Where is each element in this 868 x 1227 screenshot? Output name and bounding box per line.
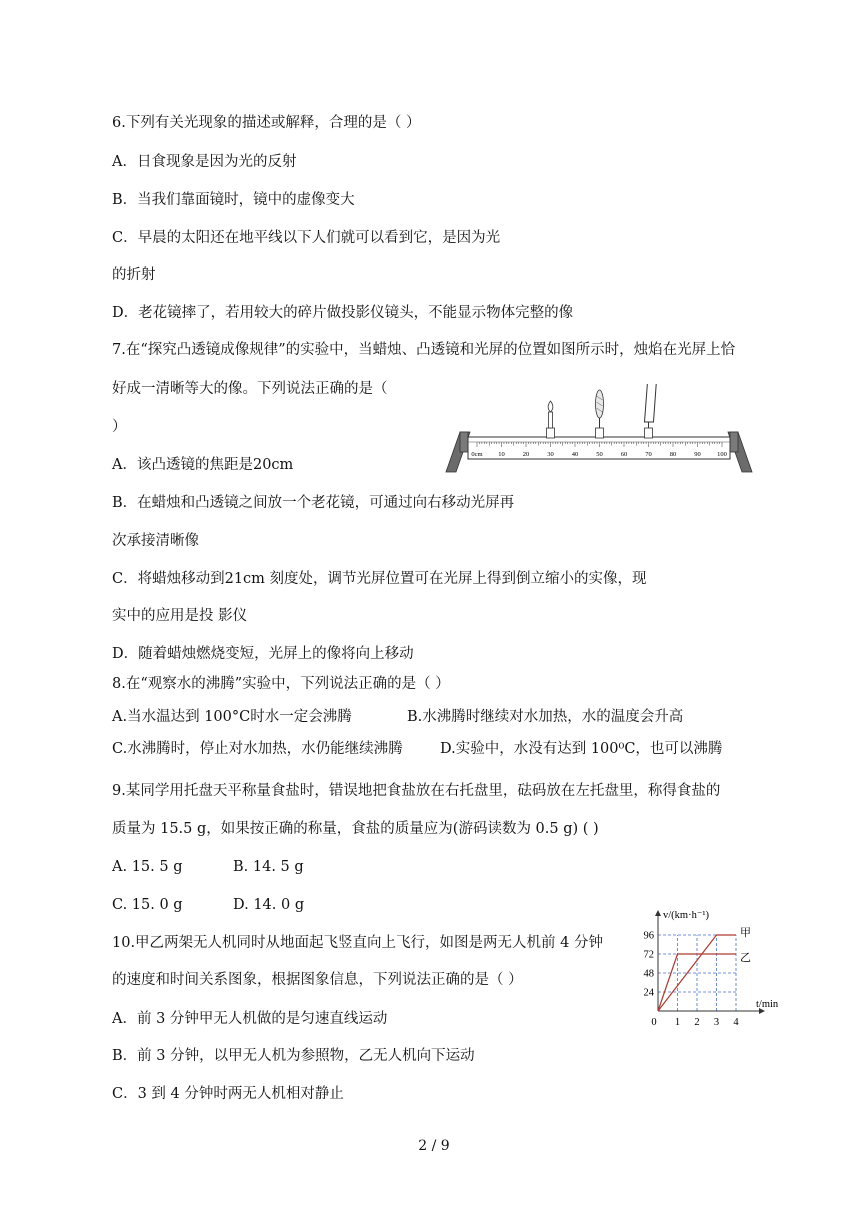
- ruler-label: 40: [571, 451, 579, 458]
- q6-option-c: C．早晨的太阳还在地平线以下人们就可以看到它，是因为光: [112, 230, 501, 246]
- y-tick-label: 96: [643, 930, 654, 942]
- x-axis-label: t/min: [756, 999, 779, 1010]
- series-line-yi: [658, 954, 736, 1011]
- convex-lens: [596, 390, 604, 438]
- q9-stem-cont: 质量为 15.5 g，如果按正确的称量，食盐的质量应为(游码读数为 0.5 g) ( ): [112, 821, 599, 837]
- x-tick-label: 2: [694, 1017, 700, 1028]
- q9-option-b: B. 14. 5 g: [233, 859, 304, 875]
- x-tick-label: 0: [651, 1017, 657, 1028]
- q10-option-b: B．前 3 分钟，以甲无人机为参照物，乙无人机向下运动: [112, 1048, 475, 1064]
- series-label: 乙: [740, 952, 751, 964]
- optical-bench-figure: [444, 384, 754, 476]
- q10-stem: 10.甲乙两架无人机同时从地面起飞竖直向上飞行，如图是两无人机前 4 分钟: [112, 935, 604, 951]
- q7-stem-cont: 好成一清晰等大的像。下列说法正确的是（: [112, 381, 388, 397]
- q7-option-d: D．随着蜡烛燃烧变短，光屏上的像将向上移动: [112, 646, 414, 662]
- candle-body: [549, 412, 553, 428]
- q6-option-b: B．当我们靠面镜时，镜中的虚像变大: [112, 192, 355, 208]
- q9-option-d: D. 14. 0 g: [233, 897, 305, 913]
- q10-option-c: C．3 到 4 分钟时两无人机相对静止: [112, 1086, 344, 1102]
- q8-option-d: D.实验中，水没有达到 100⁰C，也可以沸腾: [440, 741, 723, 757]
- y-tick-label: 24: [643, 987, 654, 999]
- q6-stem: 6.下列有关光现象的描述或解释，合理的是（ ）: [112, 115, 421, 131]
- q9-option-c: C. 15. 0 g: [112, 897, 183, 913]
- q9-stem: 9.某同学用托盘天平称量食盐时，错误地把食盐放在右托盘里，砝码放在左托盘里，称得食盐的: [112, 783, 721, 799]
- ruler-label: 20: [522, 451, 530, 458]
- ruler-label: 60: [620, 451, 628, 458]
- candle-flame-icon: [548, 401, 553, 412]
- candle-holder: [547, 428, 555, 438]
- bench-right-post: [730, 432, 738, 452]
- lens-holder: [596, 428, 604, 438]
- bench-unit-label: 0cm: [471, 451, 483, 458]
- screen-holder: [645, 428, 653, 438]
- q7-option-b-cont: 次承接清晰像: [112, 533, 199, 549]
- q7-option-a: A．该凸透镜的焦距是20cm: [112, 457, 294, 473]
- y-tick-label: 72: [643, 949, 654, 961]
- q6-option-c-cont: 的折射: [112, 267, 156, 283]
- q6-option-d: D．老花镜摔了，若用较大的碎片做投影仪镜头，不能显示物体完整的像: [112, 305, 574, 321]
- ruler-label: 30: [547, 451, 554, 458]
- ruler-label: 10: [498, 451, 505, 458]
- q8-option-a: A.当水温达到 100°C时水一定会沸腾: [112, 709, 352, 725]
- ruler-label: 70: [645, 451, 652, 458]
- ruler-label: 90: [694, 451, 701, 458]
- x-tick-label: 3: [713, 1017, 720, 1028]
- q10-stem-cont: 的速度和时间关系图象，根据图象信息，下列说法正确的是（ ）: [112, 972, 523, 988]
- q10-option-a: A．前 3 分钟甲无人机做的是匀速直线运动: [112, 1011, 388, 1027]
- ruler-label: 80: [669, 451, 677, 458]
- bench-left-post: [460, 432, 468, 452]
- x-tick-label: 4: [733, 1017, 739, 1028]
- x-tick-label: 1: [674, 1017, 681, 1028]
- candle: [547, 401, 555, 438]
- series-label: 甲: [740, 927, 751, 939]
- light-screen: [645, 384, 657, 438]
- q9-option-a: A. 15. 5 g: [112, 859, 183, 875]
- y-tick-label: 48: [643, 968, 654, 980]
- ruler-label: 50: [596, 451, 603, 458]
- q6-option-a: A．日食现象是因为光的反射: [112, 154, 297, 170]
- q7-option-b: B．在蜡烛和凸透镜之间放一个老花镜，可通过向右移动光屏再: [112, 495, 515, 511]
- q7-option-c: C．将蜡烛移动到21cm 刻度处，调节光屏位置可在光屏上得到倒立缩小的实像，现: [112, 571, 647, 587]
- velocity-time-chart: [636, 903, 786, 1028]
- q8-option-c: C.水沸腾时，停止对水加热，水仍能继续沸腾: [112, 741, 403, 757]
- q8-option-b: B.水沸腾时继续对水加热，水的温度会升高: [407, 709, 684, 725]
- y-axis-label: v/(km·h⁻¹): [663, 910, 710, 921]
- page-number: 2 / 9: [418, 1138, 450, 1154]
- q7-stem: 7.在“探究凸透镜成像规律”的实验中，当蜡烛、凸透镜和光屏的位置如图所示时，烛焰在光屏上恰: [112, 342, 736, 358]
- screen-panel: [645, 384, 657, 422]
- q7-option-c-cont: 实中的应用是投 影仪: [112, 608, 248, 624]
- q7-stem-paren: ）: [112, 419, 127, 435]
- ruler-label: 100: [717, 451, 727, 458]
- q8-stem: 8.在“观察水的沸腾”实验中，下列说法正确的是（ ）: [112, 676, 450, 692]
